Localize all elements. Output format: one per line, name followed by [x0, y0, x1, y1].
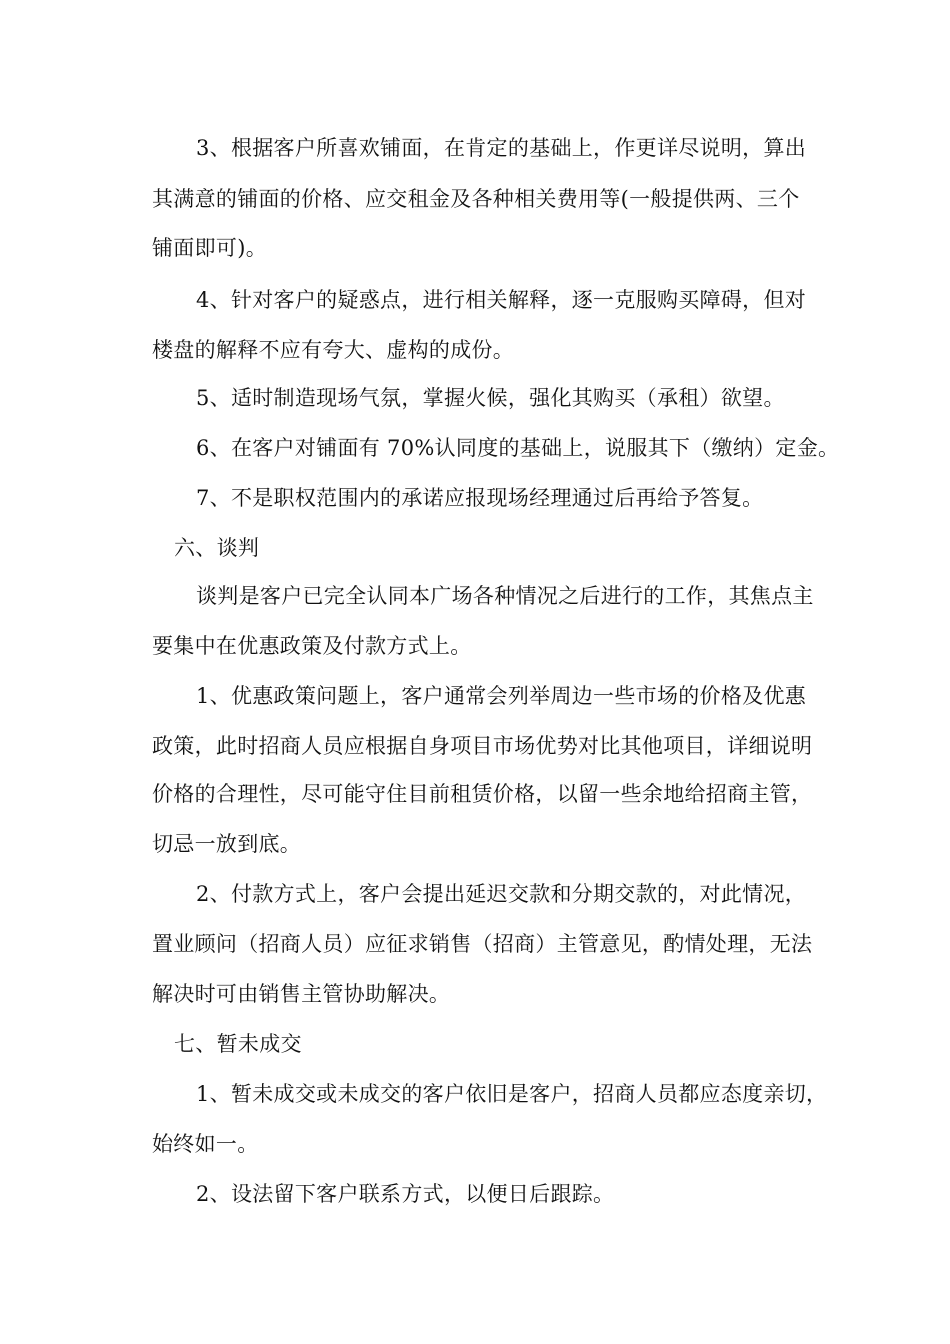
paragraph-line: 4、针对客户的疑惑点，进行相关解释，逐一克服购买障碍，但对 — [196, 288, 807, 312]
paragraph-line: 7、不是职权范围内的承诺应报现场经理通过后再给予答复。 — [196, 486, 764, 510]
paragraph-line: 解决时可由销售主管协助解决。 — [152, 982, 451, 1006]
paragraph-line: 3、根据客户所喜欢铺面，在肯定的基础上，作更详尽说明，算出 — [196, 136, 807, 160]
paragraph-line: 楼盘的解释不应有夸大、虚构的成份。 — [152, 338, 515, 362]
paragraph-line: 置业顾问（招商人员）应征求销售（招商）主管意见，酌情处理，无法 — [152, 932, 813, 956]
paragraph-line: 1、优惠政策问题上，客户通常会列举周边一些市场的价格及优惠 — [196, 684, 807, 708]
paragraph-line: 2、设法留下客户联系方式，以便日后跟踪。 — [196, 1182, 615, 1206]
paragraph-line: 2、付款方式上，客户会提出延迟交款和分期交款的，对此情况， — [196, 882, 807, 906]
paragraph-line: 1、暂未成交或未成交的客户依旧是客户，招商人员都应态度亲切， — [196, 1082, 828, 1106]
paragraph-line: 铺面即可)。 — [152, 236, 267, 260]
paragraph-line: 6、在客户对铺面有 70%认同度的基础上，说服其下（缴纳）定金。 — [196, 436, 840, 460]
section-heading: 六、谈判 — [174, 536, 260, 560]
paragraph-line: 谈判是客户已完全认同本广场各种情况之后进行的工作，其焦点主 — [196, 584, 814, 608]
paragraph-line: 切忌一放到底。 — [152, 832, 302, 856]
paragraph-line: 其满意的铺面的价格、应交租金及各种相关费用等(一般提供两、三个 — [152, 187, 800, 211]
section-heading: 七、暂未成交 — [174, 1032, 302, 1056]
paragraph-line: 始终如一。 — [152, 1132, 259, 1156]
paragraph-line: 价格的合理性，尽可能守住目前租赁价格，以留一些余地给招商主管， — [152, 782, 813, 806]
paragraph-line: 5、适时制造现场气氛，掌握火候，强化其购买（承租）欲望。 — [196, 386, 785, 410]
paragraph-line: 政策，此时招商人员应根据自身项目市场优势对比其他项目，详细说明 — [152, 734, 813, 758]
paragraph-line: 要集中在优惠政策及付款方式上。 — [152, 634, 472, 658]
